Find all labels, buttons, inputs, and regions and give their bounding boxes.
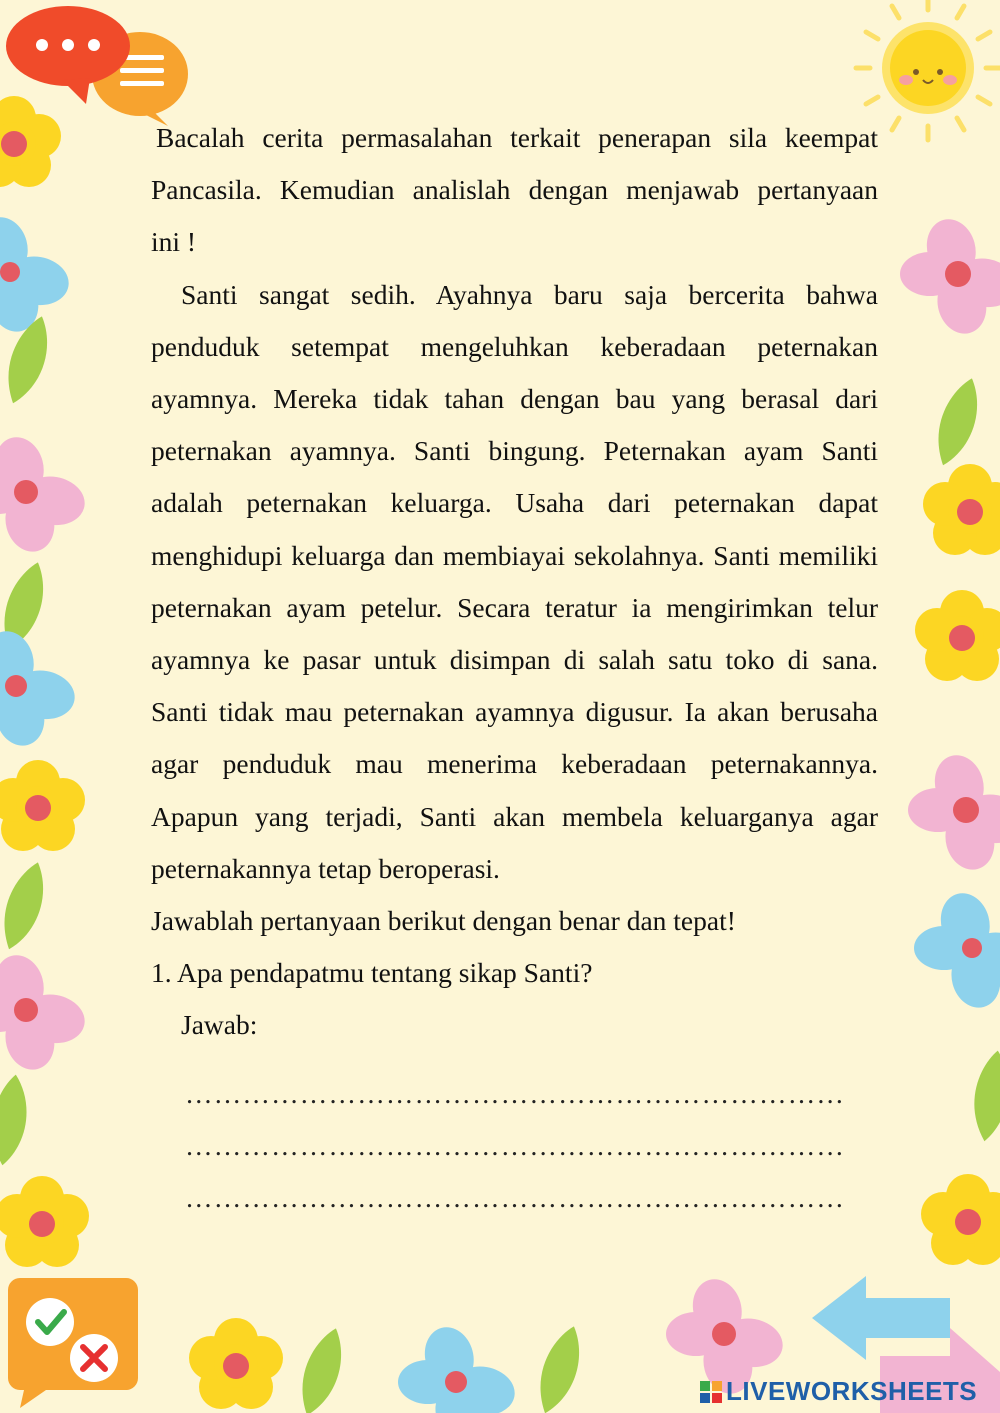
yellow-flower-icon	[921, 1174, 1000, 1265]
answer-line-dots: ……………………………………………………………	[185, 1129, 846, 1161]
instruction-line: Bacalah cerita permasalahan terkait penerapan sila keempat	[156, 122, 878, 153]
answer-line	[185, 1120, 878, 1172]
pink-flower-icon	[908, 750, 1000, 876]
worksheet-content	[151, 112, 878, 1224]
leaf-icon	[947, 1050, 1000, 1142]
leaf-icon	[276, 1328, 368, 1413]
answer-line	[185, 1172, 878, 1224]
check-cross-card	[6, 1278, 140, 1408]
blue-flower-icon	[0, 212, 73, 338]
blue-flower-icon	[914, 888, 1000, 1014]
yellow-flower-icon	[0, 96, 61, 187]
leaf-icon	[912, 378, 1000, 466]
pink-flower-icon	[0, 432, 89, 558]
yellow-flower-icon	[189, 1318, 283, 1409]
answer-input[interactable]	[185, 1126, 882, 1168]
answer-line-dots: ……………………………………………………………	[185, 1077, 846, 1109]
yellow-flower-icon	[923, 464, 1000, 555]
answer-area	[151, 1068, 878, 1224]
pink-flower-icon	[900, 214, 1000, 340]
blue-flower-icon	[398, 1322, 519, 1413]
liveworksheets-logo-icon	[700, 1381, 722, 1403]
arrow-left-icon	[812, 1276, 950, 1360]
cross-icon	[70, 1334, 118, 1382]
answer-line-dots: ……………………………………………………………	[185, 1181, 846, 1213]
instruction-line: Pancasila. Kemudian analislah dengan menjawab pertanyaan	[151, 174, 878, 206]
instruction-line: ini !	[151, 226, 197, 258]
answer-input[interactable]	[185, 1074, 882, 1116]
story-paragraph: Santi sangat sedih. Ayahnya baru saja bercerita bahwa penduduk setempat mengeluhkan keberadaan peternakan ayamnya. Mereka tidak tahan dengan bau yang berasal dari peternakan ayamnya. Santi bingung. Peternakan ayam Santi adalah peternakan keluarga. Usaha dari peternakan dapat menghidupi keluarga dan membiayai sekolahnya. Santi memiliki peternakan ayam petelur. Secara teratur ia mengirimkan telur ayamnya ke pasar untuk disimpan di salah satu toko di sana. Santi tidak mau peternakan ayamnya digusur. Ia akan berusaha agar penduduk mau menerima keberadaan peternakannya. Apapun yang terjadi, Santi akan membela keluarganya agar peternakannya tetap beroperasi.	[151, 278, 878, 884]
leaf-icon	[0, 1074, 53, 1166]
prompt-text: Jawablah pertanyaan berikut dengan benar dan tepat!	[151, 905, 736, 937]
answer-input[interactable]	[185, 1178, 882, 1220]
yellow-flower-icon	[0, 760, 85, 851]
leaf-icon	[514, 1326, 606, 1413]
question-text: 1. Apa pendapatmu tentang sikap Santi?	[151, 957, 593, 989]
answer-line	[185, 1068, 878, 1120]
blue-flower-icon	[0, 626, 79, 752]
check-icon	[26, 1298, 74, 1346]
answer-label: Jawab:	[181, 1009, 258, 1041]
brand-name: LIVEWORKSHEETS	[726, 1376, 978, 1406]
yellow-flower-icon	[915, 590, 1000, 681]
liveworksheets-logo[interactable]	[700, 1376, 977, 1407]
pink-flower-icon	[0, 950, 89, 1076]
leaf-icon	[0, 862, 69, 950]
yellow-flower-icon	[0, 1176, 89, 1267]
